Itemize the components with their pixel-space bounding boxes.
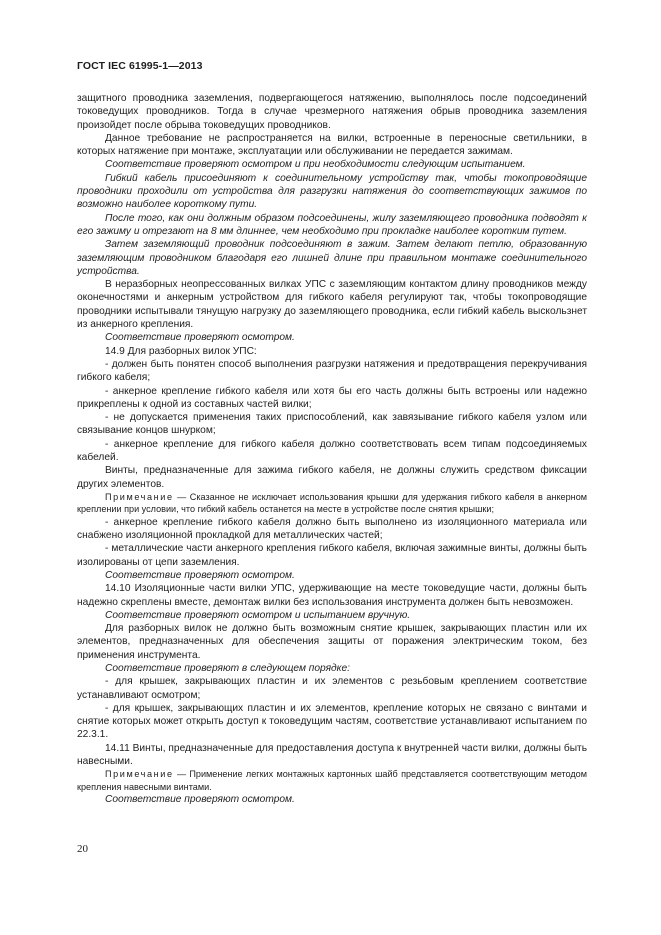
list-item: - анкерное крепление гибкого кабеля должно быть выполнено из изоляционного материала или снабжено изоляционной прокладкой для металлических частей; — [77, 516, 587, 542]
paragraph: Соответствие проверяют осмотром и при необходимости следующим испытанием. — [105, 159, 526, 171]
document-header: ГОСТ IEC 61995-1—2013 — [77, 60, 203, 72]
paragraph: Данное требование не распространяется на вилки, встроенные в переносные светильники, в которых натяжение при монтаже, эксплуатации или обслуживании не передается зажимам. — [77, 132, 587, 158]
list-item: - металлические части анкерного крепления гибкого кабеля, включая зажимные винты, должны быть изолированы от цепи заземления. — [77, 543, 587, 568]
paragraph: Соответствие проверяют осмотром. — [105, 332, 295, 344]
note — [77, 768, 587, 793]
paragraph: Соответствие проверяют осмотром. — [105, 569, 295, 581]
section-heading: 14.11 Винты, предназначенные для предоставления доступа к внутренней части вилки, должны быть навесными. — [77, 742, 587, 768]
paragraph: После того, как они должным образом подсоединены, жилу заземляющего проводника подводят к его зажиму и отрезают на 8 мм длиннее, чем необходимо при прокладке наиболее коротким путем. — [77, 212, 587, 237]
list-item: - не допускается применения таких приспособлений, как завязывание гибкого кабеля узлом или связывание концов шнурком; — [77, 412, 587, 437]
list-item: - анкерное крепление для гибкого кабеля должно соответствовать всем типам подсоединяемых кабелей. — [77, 438, 587, 464]
paragraph: Соответствие проверяют осмотром и испытанием вручную. — [105, 609, 411, 621]
paragraph: Затем заземляющий проводник подсоединяют в зажим. Затем делают петлю, образованную заземляющим проводником благодаря его лишней длине при правильном монтаже соединительного устройства. — [77, 239, 587, 277]
paragraph: Гибкий кабель присоединяют к соединительному устройству так, чтобы токопроводящие проводники проходили от устройства для разгрузки натяжения до соответствующих зажимов по возможно наиболее короткому пути. — [77, 172, 587, 211]
paragraph: Винты, предназначенные для зажима гибкого кабеля, не должны служить средством фиксации других элементов. — [77, 465, 587, 490]
note-text: — Сказанное не исключает использования крышки для удержания гибкого кабеля в анкерном креплении при условии, что гибкий кабель останется на месте в устройстве после снятия крышки; — [77, 491, 587, 515]
note-label: Примечание — [105, 491, 174, 502]
section-heading: 14.9 Для разборных вилок УПС: — [105, 345, 257, 357]
section-heading: 14.10 Изоляционные части вилки УПС, удерживающие на месте токоведущие части, должны быть надежно скреплены вместе, демонтаж вилки без использования инструмента должен быть невозможен. — [77, 583, 587, 608]
note-text: — Применение легких монтажных картонных шайб представляется соответствующим методом крепления навесными винтами. — [77, 769, 587, 792]
paragraph: защитного проводника заземления, подвергающегося натяжению, выполнялось после подсоединений токоведущих проводников. Тогда в случае чрезмерного натяжения обрыв проводника заземления произойдет после обрыва токоведущих проводников. — [77, 93, 587, 131]
paragraph: В неразборных неопрессованных вилках УПС с заземляющим контактом длину проводников между оконечностями и анкерным устройством для гибкого кабеля регулируют так, чтобы токопроводящие проводники испытывали тянущую нагрузку до заземляющего проводника, если гибкий кабель выскользнет из анкерного крепления. — [77, 279, 587, 331]
note — [77, 491, 587, 516]
list-item: - для крышек, закрывающих пластин и их элементов с резьбовым креплением соответствие устанавливают осмотром; — [77, 676, 587, 701]
paragraph: Для разборных вилок не должно быть возможным снятие крышек, закрывающих пластин или их элементов, предназначенных для обеспечения защиты от поражения электрическим током, без применения инструмента. — [77, 623, 587, 661]
list-item: - должен быть понятен способ выполнения разгрузки натяжения и предотвращения перекручивания гибкого кабеля; — [77, 358, 587, 384]
list-item: - анкерное крепление гибкого кабеля или хотя бы его часть должны быть встроены или надежно прикреплены к одной из составных частей вилки; — [77, 385, 587, 410]
page-number: 20 — [77, 843, 88, 855]
note-label: Примечание — [105, 769, 174, 780]
list-item: - для крышек, закрывающих пластин и их элементов, крепление которых не связано с винтами и снятие которых может открыть доступ к токоведущим частям, соответствие устанавливают испытанием по 22.3.1. — [77, 702, 587, 741]
paragraph: Соответствие проверяют осмотром. — [105, 794, 295, 806]
body-text — [77, 92, 587, 806]
paragraph: Соответствие проверяют в следующем порядке: — [105, 662, 350, 674]
